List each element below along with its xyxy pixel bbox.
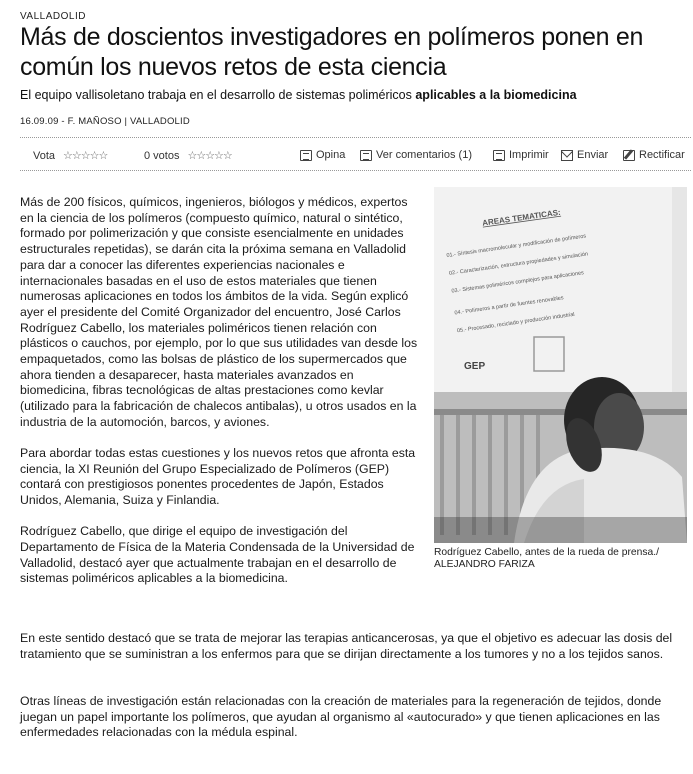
slide-item: 05.- Procesado, reciclado y producción industrial <box>456 311 576 335</box>
pencil-icon <box>623 150 635 161</box>
slide-logo: GEP <box>464 361 486 372</box>
article-body-wide-2 <box>20 694 680 741</box>
slide-item: 02.- Caracterización, estructura propiedades y simulación <box>448 251 589 277</box>
opina-label: Opina <box>316 149 346 161</box>
section-label: VALLADOLID <box>20 11 86 22</box>
divider-top <box>20 137 691 138</box>
opina-button[interactable] <box>300 149 345 161</box>
paragraph-3: Rodríguez Cabello, que dirige el equipo de investigación del Departamento de Física de la Materia Condensada de la Universidad de Valladolid, destacó ayer que actualmente trabajan en el desarrollo de sistemas poliméricos aplicables a la biomedicina. <box>20 524 415 586</box>
photo-illustration <box>434 187 687 543</box>
article-body-wide-1 <box>20 631 680 662</box>
slide-item: 03.- Sistemas poliméricos complejos para aplicaciones <box>451 270 585 295</box>
comments-link[interactable] <box>360 149 472 161</box>
print-button[interactable] <box>493 149 549 161</box>
subtitle-regular: El equipo vallisoletano trabaja en el desarrollo de sistemas poliméricos <box>20 88 416 102</box>
paragraph-5: Otras líneas de investigación están relacionadas con la creación de materiales para la regeneración de tejidos, donde juegan un papel importante los polímeros, que ayudan al organismo al «autocurado» y que tienen aplicaciones en las enfermedades relacionadas con la médula espinal. <box>20 694 662 740</box>
rectify-button[interactable] <box>623 149 685 161</box>
paragraph-2: Para abordar todas estas cuestiones y los nuevos retos que afronta esta ciencia, la XI Reunión del Grupo Especializado de Polímeros (GEP) contará con prestigiosos ponentes procedentes de Japón, Estados Unidos, Alemania, Suiza y Finlandia. <box>20 446 416 508</box>
photo-caption: Rodríguez Cabello, antes de la rueda de prensa./ ALEJANDRO FARIZA <box>434 547 659 570</box>
comments-label: Ver comentarios (1) <box>376 149 472 161</box>
rectify-label: Rectificar <box>639 149 685 161</box>
votes-widget <box>144 149 232 162</box>
votes-count: 0 votos <box>144 149 180 162</box>
slide-heading: AREAS TEMATICAS: <box>481 207 562 228</box>
votes-stars: ☆☆☆☆☆ <box>187 150 232 162</box>
subtitle <box>20 88 690 102</box>
send-label: Enviar <box>577 149 609 161</box>
comments-icon <box>360 150 372 161</box>
print-icon <box>493 150 505 161</box>
paragraph-4: En este sentido destacó que se trata de mejorar las terapias anticancerosas, ya que el objetivo es adecuar las dosis del tratamiento que se suministran a los enfermos para que se dirijan directamente a los tumores y no a los tejidos sanos. <box>20 631 673 661</box>
byline: 16.09.09 - F. MAÑOSO | VALLADOLID <box>20 116 190 127</box>
headline: Más de doscientos investigadores en polímeros ponen en común los nuevos retos de esta ciencia <box>20 23 644 81</box>
divider-bottom <box>20 170 691 171</box>
article-body-column <box>20 195 420 603</box>
envelope-icon <box>561 150 573 161</box>
subtitle-bold: aplicables a la biomedicina <box>415 88 577 102</box>
slide-item: 01.- Síntesis macromolecular y modificación de polímeros <box>446 233 587 260</box>
article-toolbar <box>20 142 691 170</box>
article-photo <box>434 187 687 543</box>
paragraph-1: Más de 200 físicos, químicos, ingenieros, biólogos y médicos, expertos en la ciencia de los polímeros (compuesto químico, natural o sintético, formado por polimerización y que consiste esencialmente en unidades estructurales repetidas), se darán cita la próxima semana en Valladolid para dar a conocer las diferentes experiencias nacionales e internacionales basadas en el uso de estos materiales que tienen numerosas aplicaciones en todos los ámbitos de la vida. Según explicó ayer el presidente del Comité Organizador del encuentro, José Carlos Rodríguez Cabello, los materiales poliméricos tienen relación con plásticos o cauchos, por ejemplo, por lo que sus utilidades van desde los empaquetados, como las bolsas de plástico de los supermercados que ahora tienden a desaparecer, hasta materiales avanzados en biomedicina, fibras tecnológicas de altas prestaciones como kevlar (utilizado para la fabricación de chalecos antibalas), u otros usados en la industria de la automoción, barcos, y aviones. <box>20 195 418 429</box>
slide-item: 04.- Polímeros a partir de fuentes renovables <box>454 295 565 317</box>
vote-label: Vota <box>33 149 56 162</box>
vote-stars[interactable]: ☆☆☆☆☆ <box>63 150 108 162</box>
print-label: Imprimir <box>509 149 549 161</box>
send-button[interactable] <box>561 149 608 161</box>
comment-icon <box>300 150 312 161</box>
vote-widget <box>33 149 107 162</box>
